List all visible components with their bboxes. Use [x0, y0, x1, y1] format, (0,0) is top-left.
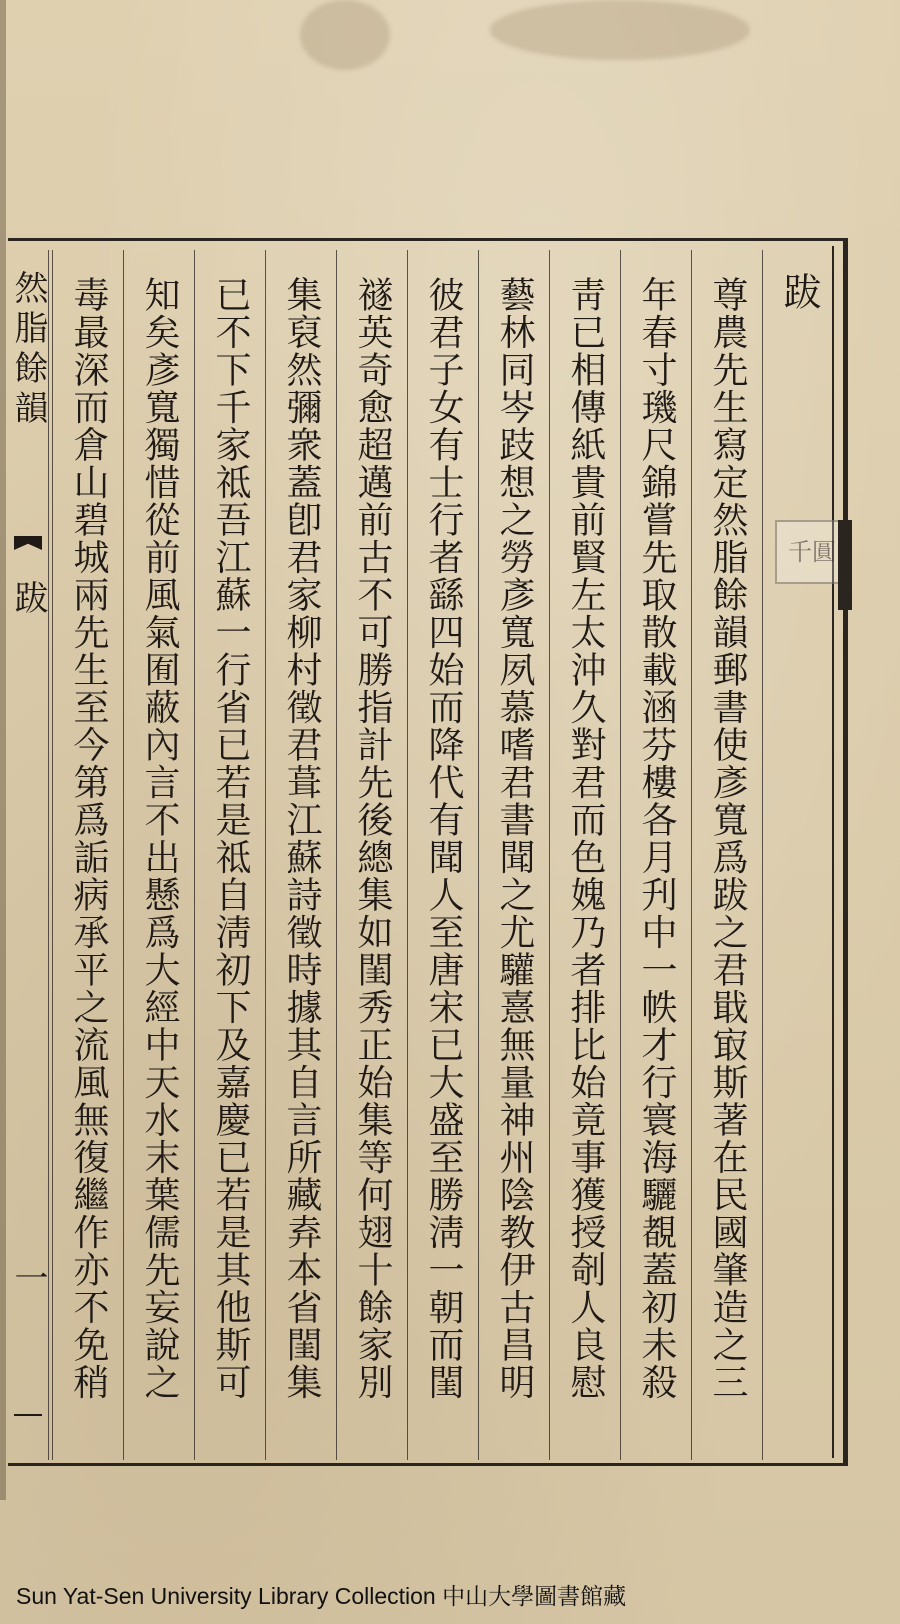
text-column	[336, 250, 407, 1460]
page-tick-mark	[14, 1414, 42, 1416]
book-title: 然脂餘韻	[8, 270, 48, 430]
page-number: 一	[8, 1260, 48, 1294]
column-text: 知矣彥寬獨惜從前風氣囿蔽內言不出懸爲大經中天水末葉儒先妄說之	[139, 276, 180, 1401]
text-column	[194, 250, 265, 1460]
column-text: 已不下千家祗吾江蘇一行省已若是祗自淸初下及嘉慶已若是其他斯可	[210, 276, 251, 1401]
text-column	[407, 250, 478, 1460]
column-text: 集裒然彌衆蓋卽君家柳村徵君葺江蘇詩徵時據其自言所藏弆本省閨集	[281, 276, 322, 1401]
column-text: 靑已相傳紙貴前賢左太沖久對君而色媿乃者排比始竟事獲授剞人良慰	[565, 276, 606, 1401]
text-column	[123, 250, 194, 1460]
collection-credit: Sun Yat-Sen University Library Collection 中山大學圖書館藏	[16, 1583, 627, 1609]
binding-edge	[0, 0, 6, 1500]
column-text: 尊農先生寫定然脂餘韻郵書使彥寬爲跋之君戢㝡斯著在民國肇造之三	[707, 276, 748, 1401]
margin-gutter	[8, 250, 49, 1460]
paper-stain	[300, 0, 390, 70]
column-text: 毒最深而倉山碧城兩先生至今第爲詬病承平之流風無復繼作亦不免稍	[68, 276, 109, 1401]
column-text: 藝林同岑跂想之勞彥寬夙慕嗜君書聞之尤驩憙無量神州陰教伊古昌明	[494, 276, 535, 1401]
library-seal: 千圓	[775, 520, 849, 584]
paper-stain	[490, 0, 750, 60]
text-column	[52, 250, 123, 1460]
column-text: 年春寸璣尺錦嘗先取散載涵芬樓各月刋中一帙才行寰海驪覩蓋初未殺	[636, 276, 677, 1401]
text-column	[549, 250, 620, 1460]
heading: 跋	[777, 272, 821, 312]
column-text: 彼君子女有士行者繇四始而降代有聞人至唐宋已大盛至勝淸一朝而閨	[423, 276, 464, 1401]
text-column	[478, 250, 549, 1460]
fish-tail-mark	[14, 536, 42, 550]
heading-column	[762, 250, 833, 1460]
text-column	[620, 250, 691, 1460]
text-column	[691, 250, 762, 1460]
page-tab-mark	[838, 520, 852, 610]
section-label: 跋	[8, 580, 48, 614]
text-column	[265, 250, 336, 1460]
column-text: 禭英奇愈超邁前古不可勝指計先後總集如閨秀正始集等何翅十餘家別	[352, 276, 393, 1401]
